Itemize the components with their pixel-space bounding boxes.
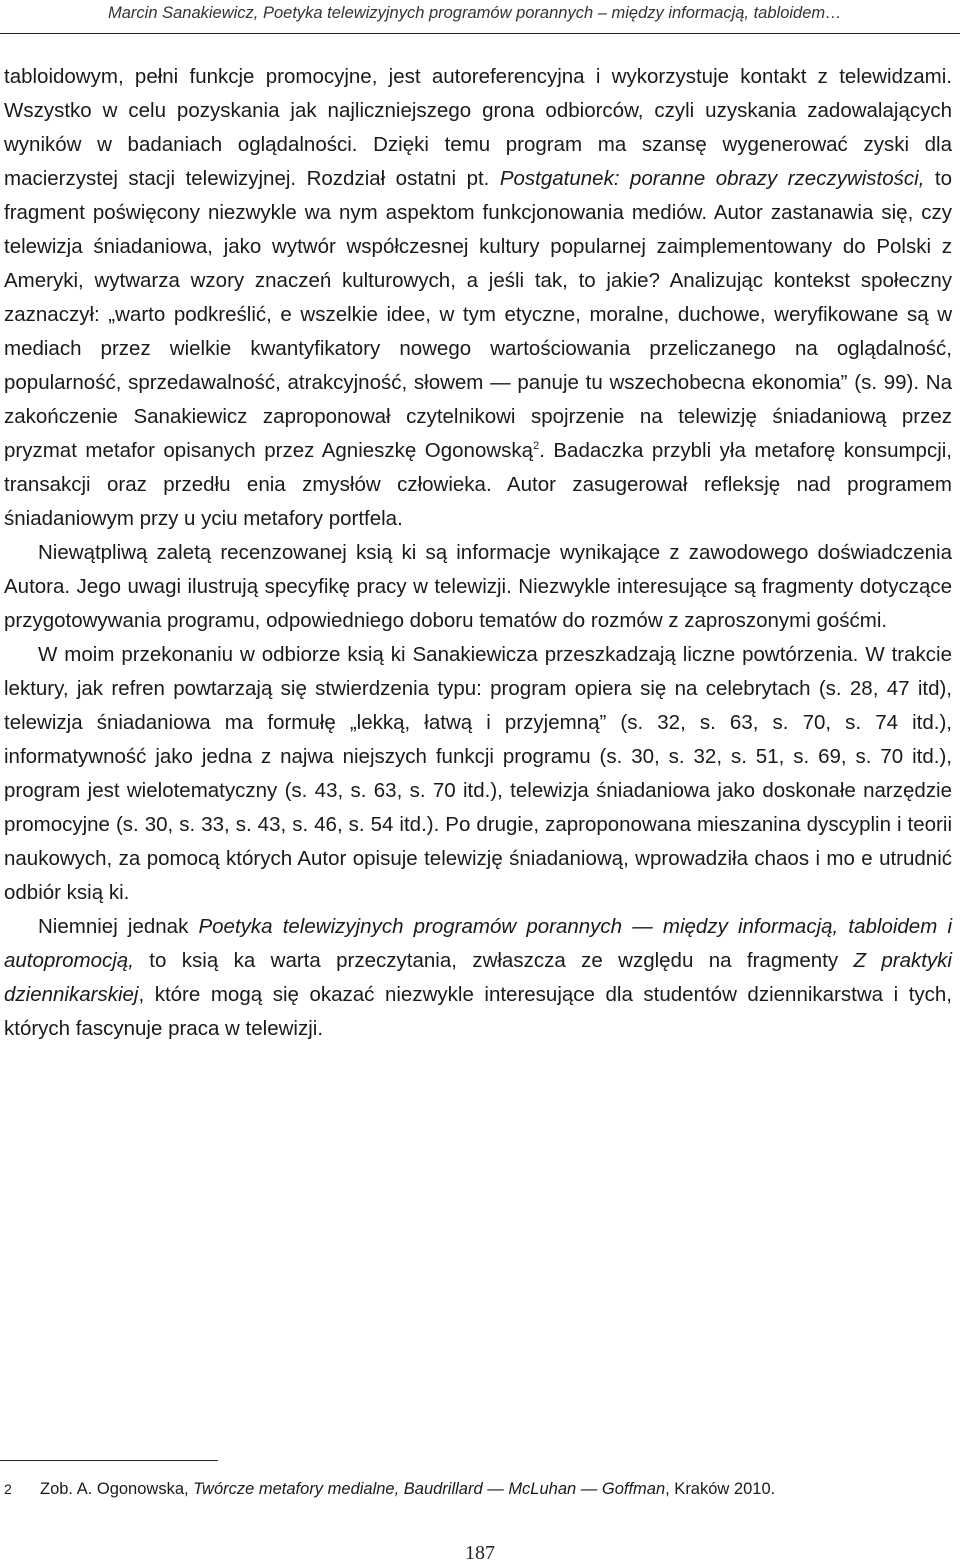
p4-text-3: , które mogą się okazać niezwykle interesujące dla studentów dziennikarstwa i tych, których fascynuje praca w telewizji. <box>4 983 952 1040</box>
footnote-text-1: Zob. A. Ogonowska, <box>40 1480 194 1498</box>
footnote-text-2: , Kraków 2010. <box>665 1480 776 1498</box>
footnote-reference[interactable]: 2 <box>533 440 540 453</box>
p4-italic-book-title: Poetyka telewizyjnych programów porannych — między informacją, tabloidem i autopromocją, <box>4 915 952 972</box>
page-number: 187 <box>465 1542 495 1564</box>
p1-text-3: . Badaczka przybli yła metaforę konsumpcji, transakcji oraz przedłu enia zmysłów człowieka. Autor zasugerował refleksję nad programem śniadaniowym przy u yciu metafory portfela. <box>4 439 952 530</box>
footnote-number: 2 <box>4 1481 12 1497</box>
footnote <box>4 1478 950 1500</box>
p4-italic-section-title: Z praktyki dziennikarskiej <box>4 949 952 1006</box>
p1-italic-title: Postgatunek: poranne obrazy rzeczywistości, <box>499 167 925 190</box>
main-text <box>4 60 952 1046</box>
paragraph-4 <box>4 910 952 1046</box>
p1-text-1: tabloidowym, pełni funkcje promocyjne, jest autoreferencyjna i wykorzystuje kontakt z telewidzami. Wszystko w celu pozyskania jak najliczniejszego grona odbiorców, czyli uzyskania zadowalających wyników w badaniach oglądalności. Dzięki temu program ma szansę wygenerować zyski dla macierzystej stacji telewizyjnej. Rozdział ostatni pt. <box>4 65 952 190</box>
running-header <box>108 4 948 23</box>
paragraph-3: W moim przekonaniu w odbiorze ksią ki Sanakiewicza przeszkadzają liczne powtórzenia. W trakcie lektury, jak refren powtarzają się stwierdzenia typu: program opiera się na celebrytach (s. 28, 47 itd), telewizja śniadaniowa ma formułę „lekką, łatwą i przyjemną” (s. 32, s. 63, s. 70, s. 74 itd.), informatywność jako jedna z najwa niejszych funkcji programu (s. 30, s. 32, s. 51, s. 69, s. 70 itd.), program jest wielotematyczny (s. 43, s. 63, s. 70 itd.), telewizja śniadaniowa jako doskonałe narzędzie promocyjne (s. 30, s. 33, s. 43, s. 46, s. 54 itd.). Po drugie, zaproponowana mieszanina dyscyplin i teorii naukowych, za pomocą których Autor opisuje telewizję śniadaniową, wprowadziła chaos i mo e utrudnić odbiór ksią ki. <box>4 643 952 904</box>
p1-text-2: to fragment poświęcony niezwykle wa nym aspektom funkcjonowania mediów. Autor zastanawia się, czy telewizja śniadaniowa, jako wytwór współczesnej kultury popularnej zaimplementowany do Polski z Ameryki, wytwarza wzory znaczeń kulturowych, a jeśli tak, to jakie? Analizując kontekst społeczny zaznaczył: „warto podkreślić, e wszelkie idee, w tym etyczne, moralne, duchowe, weryfikowane są w mediach przez wielkie kwantyfikatory nowego wartościowania przeliczanego na oglądalność, popularność, sprzedawalność, atrakcyjność, słowem — panuje tu wszechobecna ekonomia” (s. 99). Na zakończenie Sanakiewicz zaproponował czytelnikowi spojrzenie na telewizję śniadaniową przez pryzmat metafor opisanych przez Agnieszkę Ogonowską <box>4 167 953 462</box>
running-title: Marcin Sanakiewicz, Poetyka telewizyjnych programów porannych – między informacją, tabloidem… <box>108 4 842 22</box>
footnote-italic-title: Twórcze metafory medialne, Baudrillard — McLuhan — Goffman <box>193 1480 666 1498</box>
header-divider <box>0 33 960 34</box>
p4-text-1: Niemniej jednak <box>38 915 199 938</box>
paragraph-2: Niewątpliwą zaletą recenzowanej ksią ki są informacje wynikające z zawodowego doświadczenia Autora. Jego uwagi ilustrują specyfikę pracy w telewizji. Niezwykle interesujące są fragmenty dotyczące przygotowywania programu, odpowiedniego doboru tematów do rozmów z zaproszonymi gośćmi. <box>4 541 952 632</box>
footnote-divider <box>0 1460 218 1461</box>
paragraph-1 <box>4 60 952 536</box>
p4-text-2: to ksią ka warta przeczytania, zwłaszcza ze względu na fragmenty <box>133 949 854 972</box>
